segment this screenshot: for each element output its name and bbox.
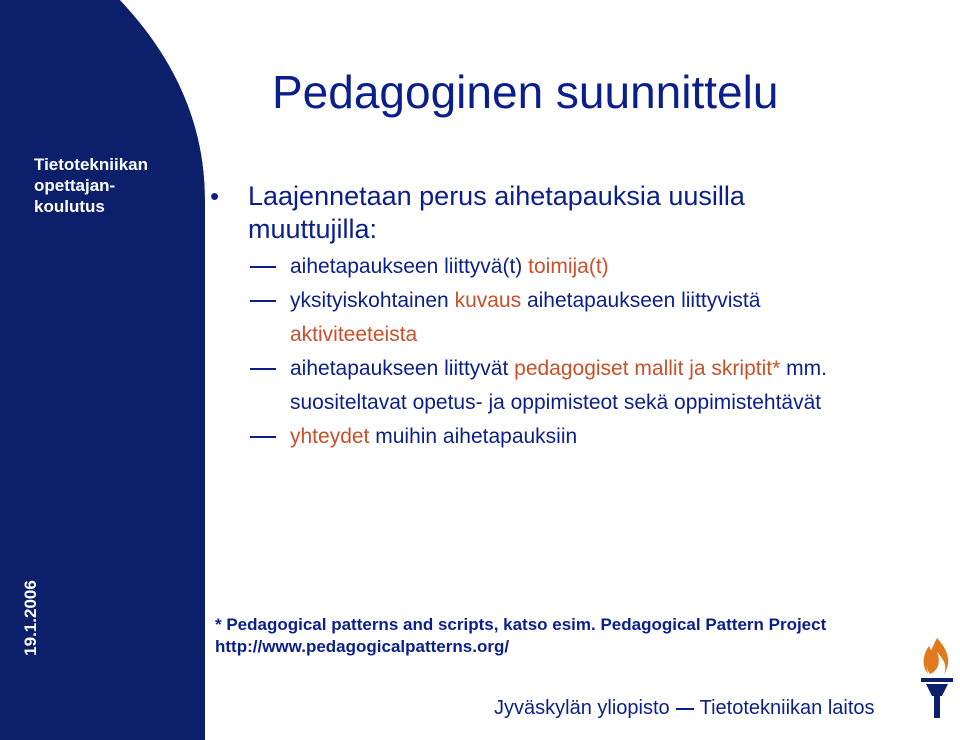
footnote xyxy=(215,614,826,658)
sub-item-highlight: aktiviteeteista xyxy=(290,323,418,346)
bullet-item xyxy=(208,180,928,246)
sidebar-title xyxy=(34,154,194,217)
footnote-line: * Pedagogical patterns and scripts, katso esim. Pedagogical Pattern Project xyxy=(215,615,827,634)
sub-item-plain: aihetapaukseen liittyvistä xyxy=(521,289,761,312)
dash-marker xyxy=(250,420,290,454)
sub-item-highlight: kuvaus xyxy=(454,289,522,312)
sub-list xyxy=(208,250,928,454)
footer xyxy=(494,697,875,720)
sub-item-highlight: pedagogiset mallit ja skriptit* xyxy=(514,357,781,380)
sub-item xyxy=(208,352,928,420)
bullet-dot: • xyxy=(210,181,220,211)
dash-marker xyxy=(250,352,290,420)
torch-logo-icon xyxy=(918,636,956,720)
dash-marker xyxy=(250,250,290,284)
bullet-text-line: Laajennetaan perus aihetapauksia uusilla xyxy=(248,181,745,211)
sub-item-plain: muihin aihetapauksiin xyxy=(369,425,578,448)
sidebar-title-line: koulutus xyxy=(34,197,105,216)
sub-item-text xyxy=(290,250,890,284)
sub-item-text xyxy=(290,352,890,420)
sub-item-plain: aihetapaukseen liittyvät xyxy=(290,357,515,380)
slide-content xyxy=(208,180,928,454)
sub-item-text xyxy=(290,284,890,352)
dash-marker xyxy=(250,284,290,352)
sub-item xyxy=(208,284,928,352)
bullet-text xyxy=(248,180,745,246)
footer-university: Jyväskylän yliopisto xyxy=(494,697,670,719)
footnote-link[interactable]: http://www.pedagogicalpatterns.org/ xyxy=(215,637,510,656)
sub-item-highlight: yhteydet xyxy=(290,425,370,448)
sub-item xyxy=(208,420,928,454)
slide-date xyxy=(6,572,56,664)
sub-item-plain: aihetapaukseen liittyvä(t) xyxy=(290,255,529,278)
sub-item-text xyxy=(290,420,890,454)
footer-separator xyxy=(676,708,694,710)
sidebar-title-line: Tietotekniikan xyxy=(34,155,148,174)
slide-date-text: 19.1.2006 xyxy=(21,580,40,656)
bullet-text-line: muuttujilla: xyxy=(248,214,378,244)
footer-department: Tietotekniikan laitos xyxy=(699,697,875,719)
sub-item-highlight: toimija(t) xyxy=(528,255,609,278)
page-title: Pedagoginen suunnittelu xyxy=(272,66,779,118)
sub-item-plain: yksityiskohtainen xyxy=(290,289,455,312)
sub-item xyxy=(208,250,928,284)
sidebar-title-line: opettajan- xyxy=(34,176,116,195)
sub-item-plain: mm. suositeltavat opetus- ja oppimisteot sekä oppimistehtävät xyxy=(290,357,827,414)
